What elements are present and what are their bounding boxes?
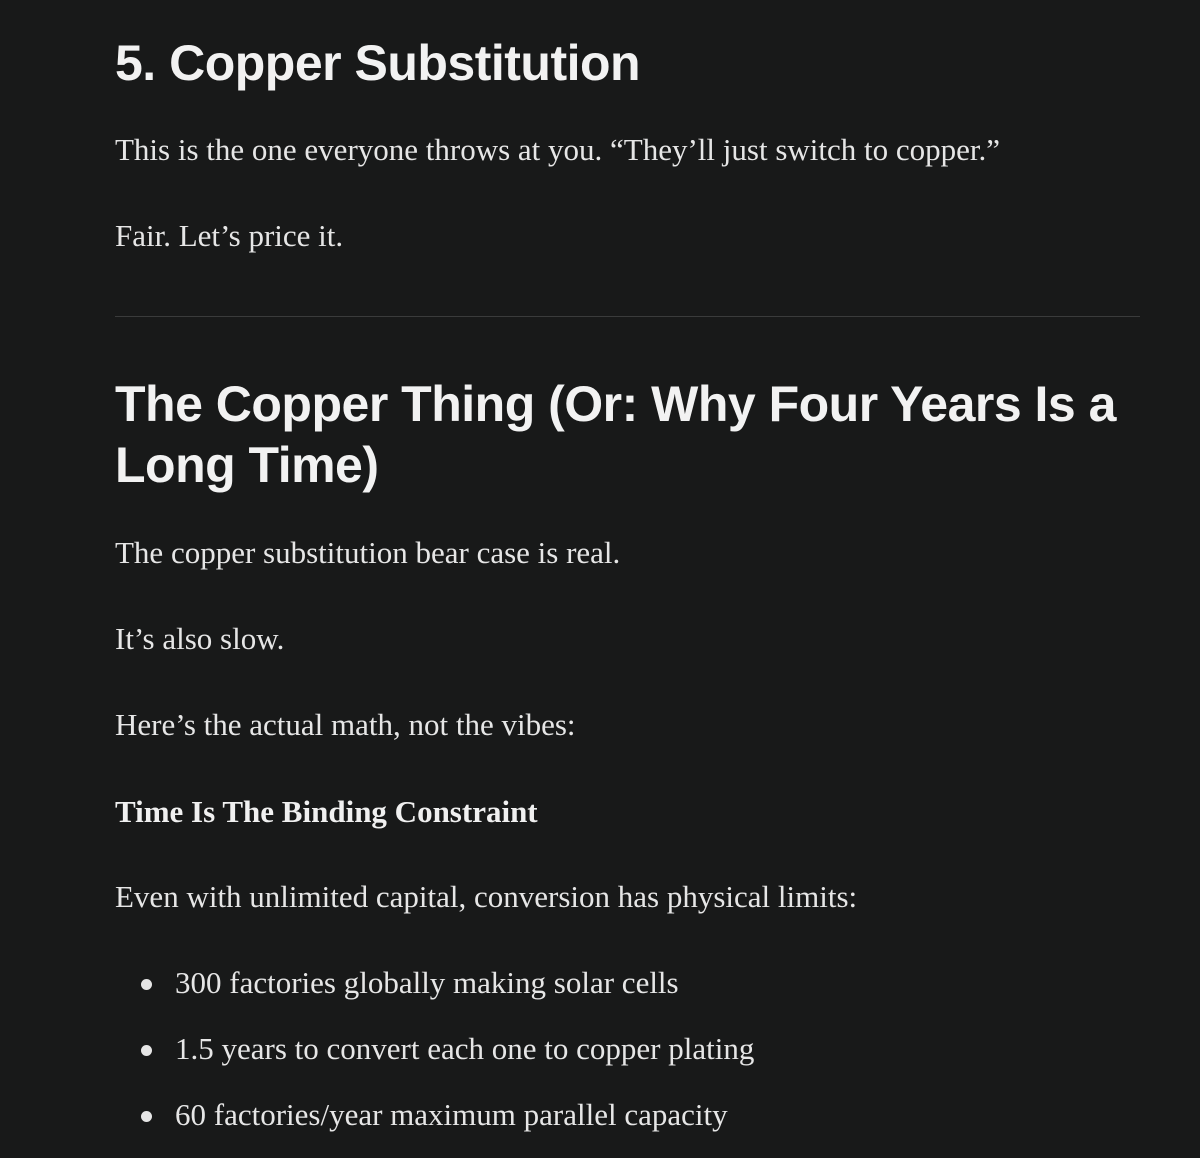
bullet-icon [141,1111,152,1122]
intro-paragraph: Fair. Let’s price it. [115,218,344,253]
body-paragraph: It’s also slow. [115,621,285,656]
body-paragraph: Here’s the actual math, not the vibes: [115,707,576,742]
list-item [115,1092,754,1158]
limits-list [115,960,754,1158]
intro-paragraph: This is the one everyone throws at you. “They’ll just switch to copper.” [115,132,1001,167]
body-paragraph: The copper substitution bear case is real. [115,535,621,570]
limits-intro: Even with unlimited capital, conversion has physical limits: [115,879,858,914]
bullet-icon [141,1045,152,1056]
list-item [115,1026,754,1092]
main-heading: The Copper Thing (Or: Why Four Years Is a Long Time) [115,376,1116,493]
list-item-text: 60 factories/year maximum parallel capacity [175,1097,728,1132]
list-item [115,960,754,1026]
list-item-text: 1.5 years to convert each one to copper plating [175,1031,755,1066]
list-item-text: 300 factories globally making solar cells [175,965,679,1000]
section-heading: 5. Copper Substitution [115,35,641,91]
bullet-icon [141,979,152,990]
subheading: Time Is The Binding Constraint [115,794,538,829]
section-divider [115,316,1140,317]
